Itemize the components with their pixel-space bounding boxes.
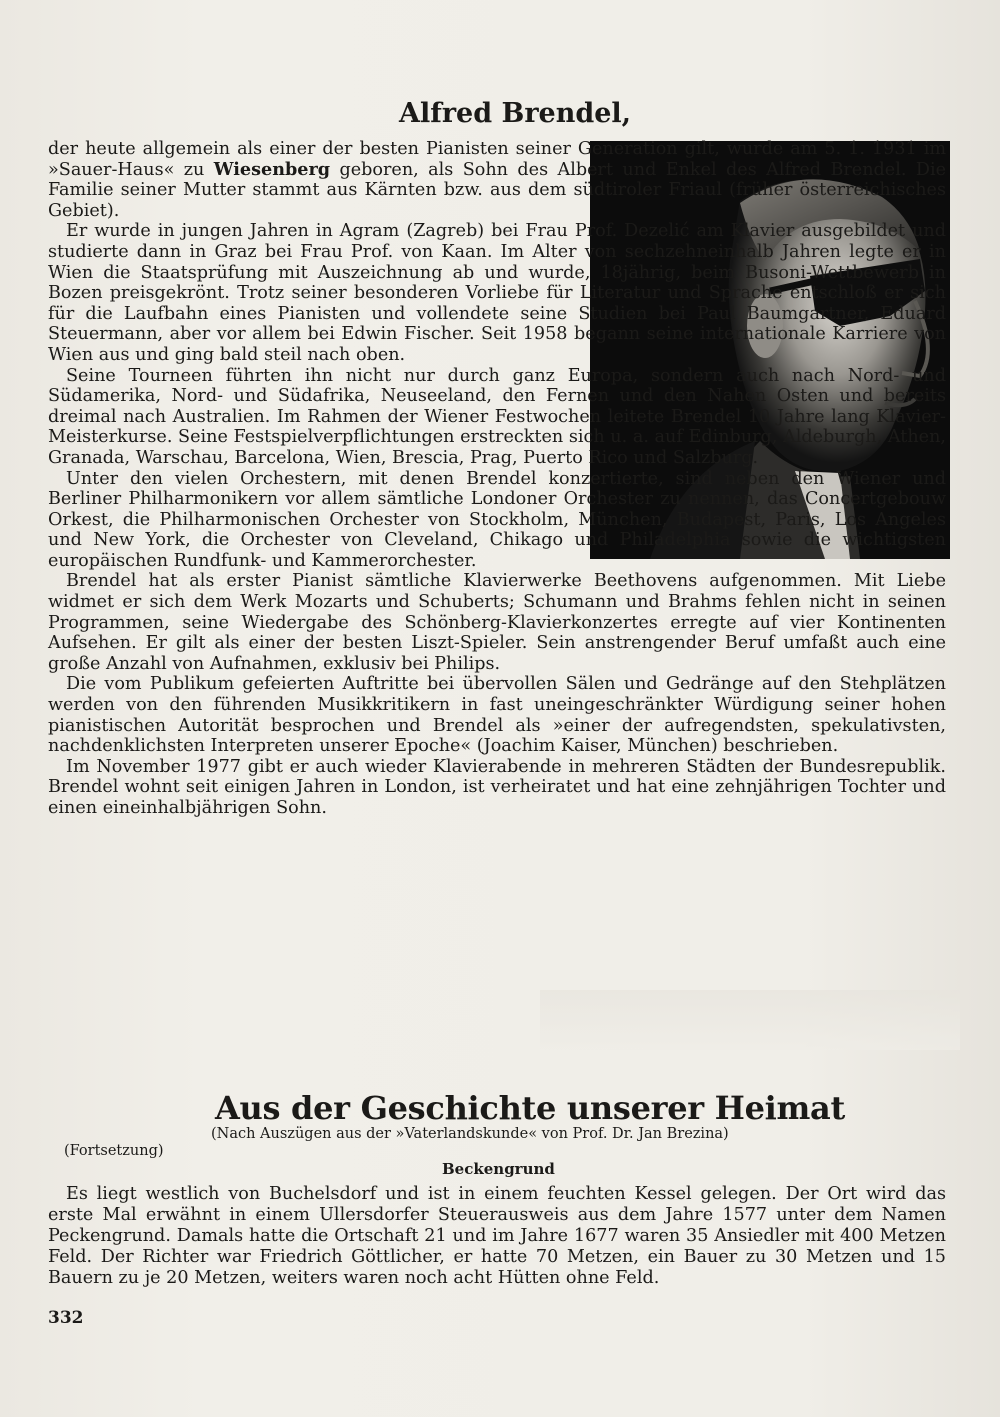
article-title: Alfred Brendel, xyxy=(399,98,632,129)
article-paragraph-2: Er wurde in jungen Jahren in Agram (Zagreb) bei Frau Prof. Dezelić am Klavier ausgebildet und studierte dann in Graz bei Frau Prof. von Kaan. Im Alter von sechzehneinhalb Jahren legte er in Wien die Staatsprüfung mit Auszeichnung ab und wurde, 18jährig, beim Busoni-Wettbewerb in Bozen preisgekrönt. Trotz seiner besonderen Vorliebe für Literatur und Sprache entschloß er sich für die Laufbahn eines Pianisten und vollendete seine Studien bei Paul Baumgartner, Eduard Steuermann, aber vor allem bei Edwin Fischer. Seit 1958 begann seine internationale Karriere von Wien aus und ging bald steil nach oben. xyxy=(48,221,946,365)
section-subtitle: (Nach Auszügen aus der »Vaterlandskunde« von Prof. Dr. Jan Brezina) xyxy=(211,1126,729,1142)
article-paragraph-7: Im November 1977 gibt er auch wieder Klavierabende in mehreren Städten der Bundesrepublik. Brendel wohnt seit einigen Jahren in London, ist verheiratet und hat eine zehnjährigen Tochter und einen eineinhalbjährigen Sohn. xyxy=(48,756,946,818)
paragraph-1-text-a: der heute allgemein als einer der besten Pianisten seiner Generation gilt, wurde am 5. 1. 1931 im »Sauer-Haus« zu xyxy=(48,139,946,180)
article-paragraph-1 xyxy=(48,139,946,221)
page-number: 332 xyxy=(48,1308,84,1328)
birthplace-name: Wiesenberg xyxy=(213,158,331,180)
bleed-through-shading xyxy=(540,990,960,1050)
subsection-text: Es liegt westlich von Buchelsdorf und ist in einem feuchten Kessel gelegen. Der Ort wird das erste Mal erwähnt in einem Ullersdorfer Steuerausweis aus dem Jahre 1577 unter dem Namen Peckengrund. Damals hatte die Ortschaft 21 und im Jahre 1677 waren 35 Ansiedler mit 400 Metzen Feld. Der Richter war Friedrich Göttlicher, er hatte 70 Metzen, ein Bauer zu 30 Metzen und 15 Bauern zu je 20 Metzen, weiters waren noch acht Hütten ohne Feld. xyxy=(48,1184,946,1288)
article-paragraph-5: Brendel hat als erster Pianist sämtliche Klavierwerke Beethovens aufgenommen. Mit Liebe widmet er sich dem Werk Mozarts und Schuberts; Schumann und Brahms fehlen nicht in seinen Programmen, seine Wiedergabe des Schönberg-Klavierkonzertes erregte auf vier Kontinenten Aufsehen. Er gilt als einer der besten Liszt-Spieler. Sein anstrengender Beruf umfaßt auch eine große Anzahl von Aufnahmen, exklusiv bei Philips. xyxy=(48,571,946,674)
article-paragraph-6: Die vom Publikum gefeierten Auftritte bei übervollen Sälen und Gedränge auf den Stehplätzen werden von den führenden Musikkritikern in fast uneingeschränkter Würdigung seiner hohen pianistischen Autorität besprochen und Brendel als »einer der aufregendsten, spekulativsten, nachdenklichsten Interpreten unserer Epoche« (Joachim Kaiser, München) beschrieben. xyxy=(48,674,946,757)
article-paragraph-3: Seine Tourneen führten ihn nicht nur durch ganz Europa, sondern auch nach Nord- und Südamerika, Nord- und Südafrika, Neuseeland, den Fernen und den Nahen Osten und bereits dreimal nach Australien. Im Rahmen der Wiener Festwochen leitete Brendel 10 Jahre lang Klavier-Meisterkurse. Seine Festspielverpflichtungen erstreckten sich u. a. auf Edinburg, Aldeburgh, Athen, Granada, Warschau, Barcelona, Wien, Brescia, Prag, Puerto Rico und Salzburg. xyxy=(48,365,946,468)
subsection-heading: Beckengrund xyxy=(442,1160,555,1178)
continuation-note: (Fortsetzung) xyxy=(64,1143,164,1159)
article-body xyxy=(48,139,946,819)
section-title: Aus der Geschichte unserer Heimat xyxy=(215,1089,845,1127)
article-paragraph-4: Unter den vielen Orchestern, mit denen Brendel konzertierte, sind neben den Wiener und Berliner Philharmonikern vor allem sämtliche Londoner Orchester zu nennen, das Concertgebouw Orkest, die Philharmonischen Orchester von Stockholm, München, Budapest, Paris, Los Angeles und New York, die Orchester von Cleveland, Chikago und Philadelphia sowie die wichtigsten europäischen Rundfunk- und Kammerorchester. xyxy=(48,468,946,571)
paragraph-1-text-b: geboren, als Sohn des Albert und Enkel des Alfred Brendel. Die Familie seiner Mutter stammt aus Kärnten bzw. aus dem südtiroler Friaul (früher österreichisches Gebiet). xyxy=(48,159,946,221)
